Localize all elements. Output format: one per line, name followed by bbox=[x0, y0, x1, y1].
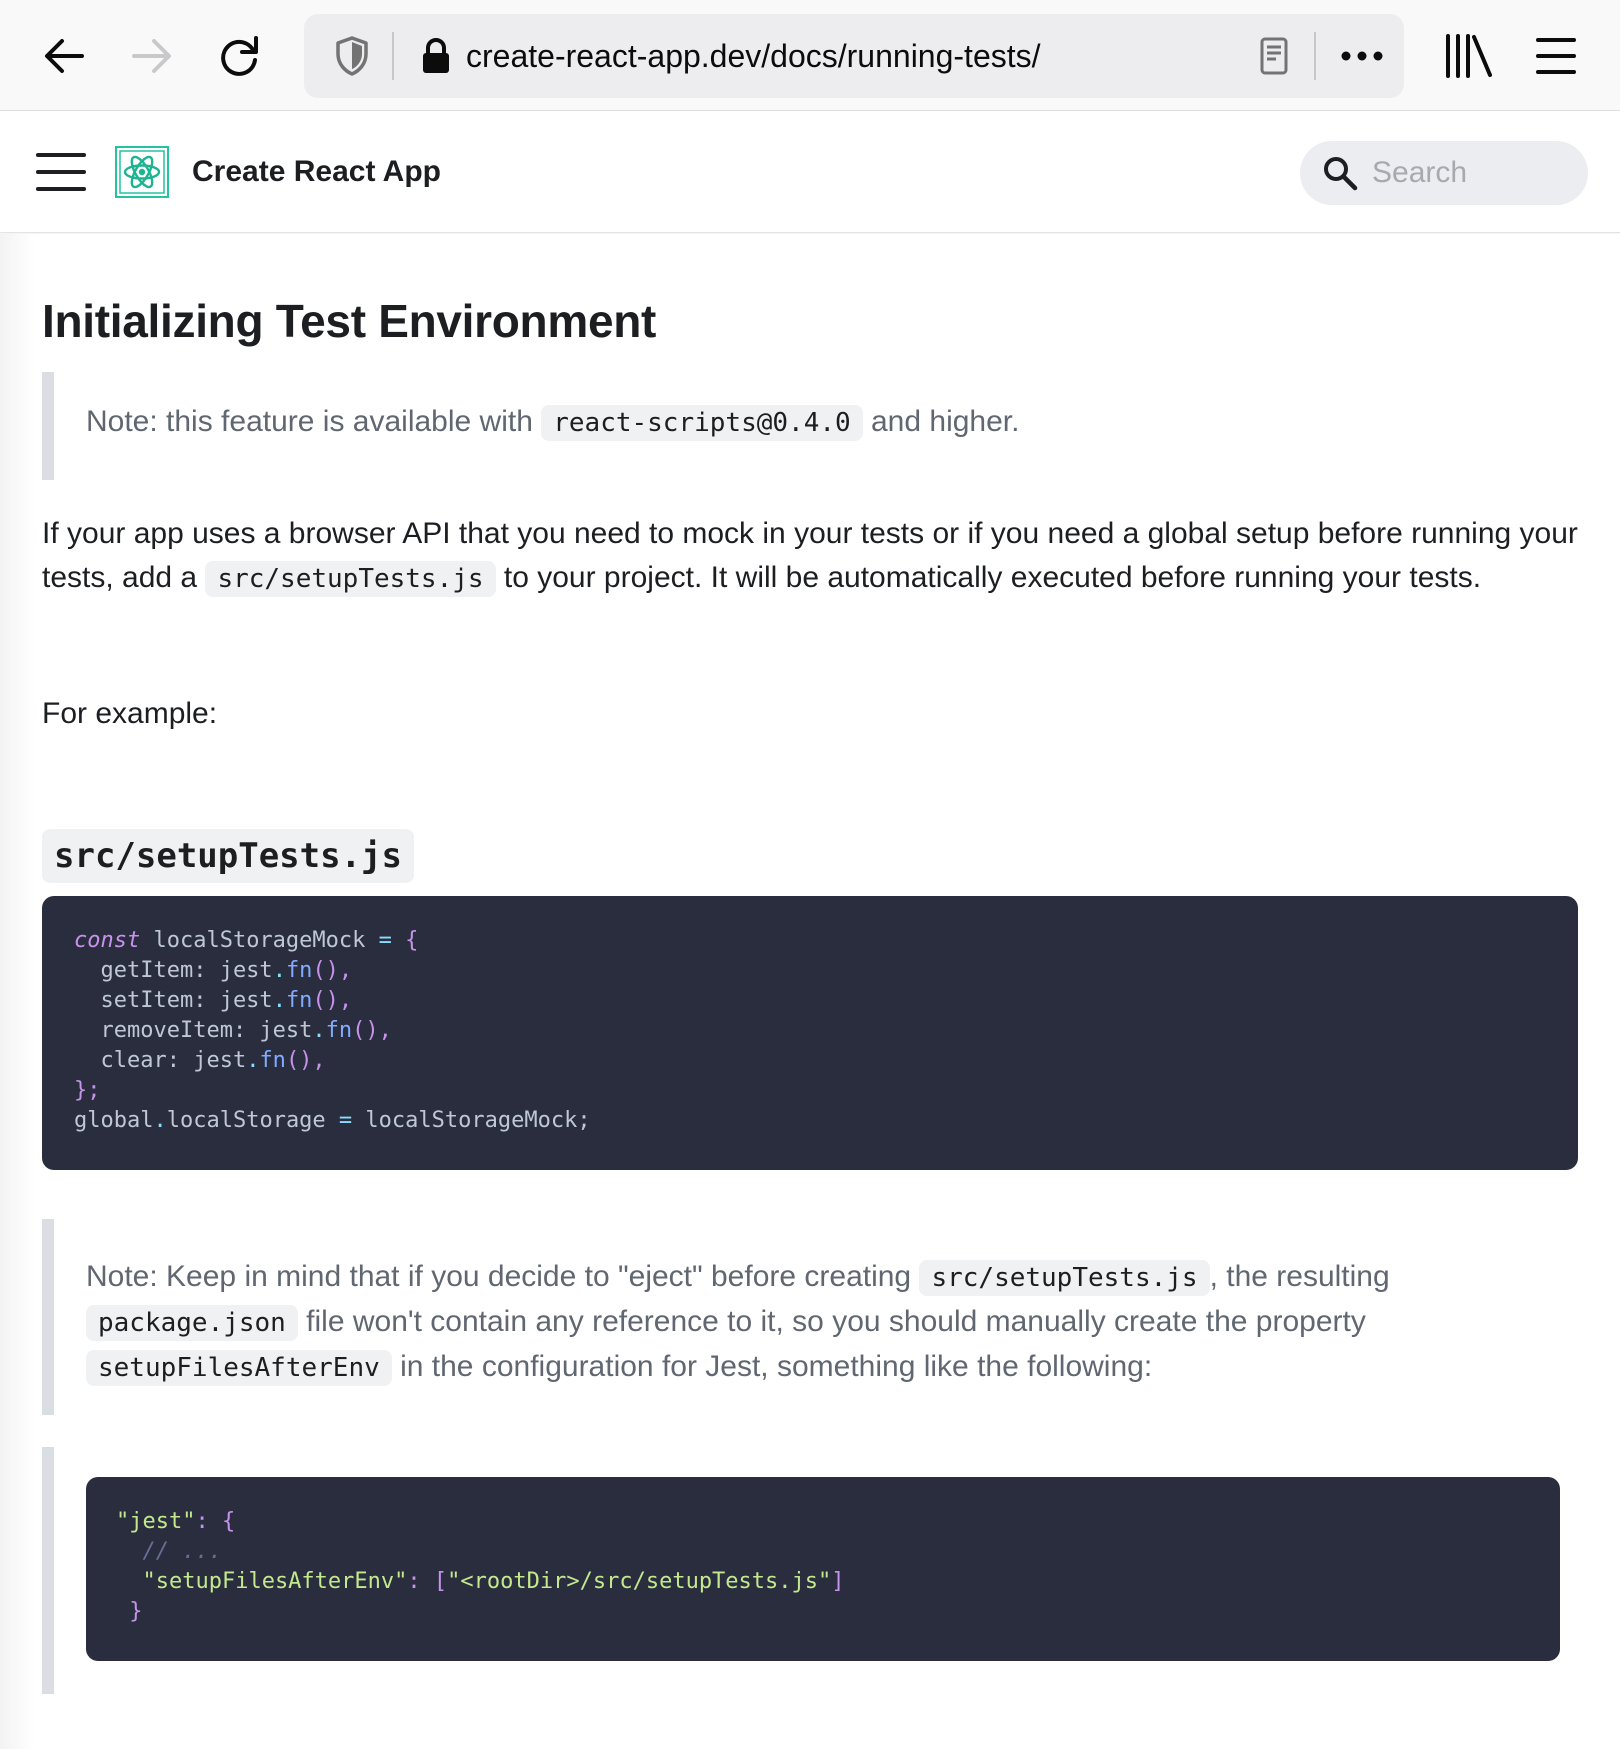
hamburger-line bbox=[36, 187, 86, 191]
shield-icon[interactable] bbox=[328, 32, 376, 80]
code-token: fn bbox=[285, 988, 313, 1013]
reader-view-icon[interactable] bbox=[1250, 32, 1298, 80]
code-block[interactable]: const localStorageMock = { getItem: jest.fn(), setItem: jest.fn(), removeItem: jest.fn(), clear: jest.fn(), }; global.localStorage = localStorageMock; bbox=[42, 896, 1578, 1170]
note-blockquote bbox=[42, 1219, 1582, 1415]
app-menu-icon[interactable] bbox=[1528, 28, 1584, 84]
code-token: = bbox=[338, 1108, 353, 1133]
url-bar[interactable] bbox=[304, 14, 1404, 98]
code-token: setItem: jest bbox=[74, 988, 273, 1013]
back-button[interactable] bbox=[30, 22, 98, 90]
code-token: clear: jest bbox=[74, 1048, 247, 1073]
paragraph: For example: bbox=[42, 697, 218, 730]
note-text: Note: Keep in mind that if you decide to "eject" before creating bbox=[86, 1260, 920, 1293]
code-token: // ... bbox=[116, 1539, 222, 1564]
code-token: global bbox=[74, 1108, 154, 1133]
hamburger-line bbox=[36, 170, 86, 174]
code-token: fn bbox=[259, 1048, 286, 1073]
code-token: { bbox=[391, 928, 419, 953]
main-content bbox=[0, 234, 1620, 1749]
site-title[interactable]: Create React App bbox=[192, 155, 441, 188]
code-token: const bbox=[74, 928, 141, 953]
arrow-right-icon bbox=[126, 30, 178, 82]
lock-icon[interactable] bbox=[416, 36, 456, 76]
code-token: removeItem: jest bbox=[74, 1018, 313, 1043]
library-icon[interactable] bbox=[1440, 28, 1496, 84]
code-block[interactable] bbox=[86, 1477, 1560, 1661]
code-token: "<rootDir>/src/setupTests.js" bbox=[447, 1569, 832, 1594]
code-token: : { bbox=[195, 1509, 236, 1534]
paragraph bbox=[42, 512, 1582, 601]
code-token: }; bbox=[74, 1078, 101, 1103]
code-token: fn bbox=[325, 1018, 353, 1043]
more-actions-icon[interactable] bbox=[1334, 32, 1390, 80]
inline-code: src/setupTests.js bbox=[205, 561, 495, 597]
inline-code: react-scripts@0.4.0 bbox=[541, 405, 862, 441]
inline-code: package.json bbox=[86, 1305, 298, 1341]
note-text: Note: this feature is available with bbox=[86, 405, 542, 438]
code-token: localStorage bbox=[166, 1108, 339, 1133]
page-title: Initializing Test Environment bbox=[42, 295, 657, 347]
note-text: , the resulting bbox=[1209, 1260, 1390, 1293]
code-token: localStorageMock; bbox=[352, 1108, 591, 1133]
arrow-left-icon bbox=[38, 30, 90, 82]
inline-code: setupFilesAfterEnv bbox=[86, 1350, 392, 1386]
note-blockquote bbox=[42, 1447, 1582, 1694]
search-input[interactable] bbox=[1372, 141, 1572, 205]
search-box[interactable] bbox=[1300, 141, 1588, 205]
code-token: ] bbox=[831, 1569, 845, 1594]
note-blockquote bbox=[42, 372, 1582, 480]
note-text: in the configuration for Jest, something like the following: bbox=[391, 1350, 1153, 1383]
code-token: "setupFilesAfterEnv" bbox=[116, 1569, 408, 1594]
site-navbar bbox=[0, 111, 1620, 233]
url-bar-divider bbox=[392, 32, 394, 80]
code-token: getItem: jest bbox=[74, 958, 273, 983]
note-text: and higher. bbox=[862, 405, 1020, 438]
reload-icon bbox=[214, 30, 266, 82]
url-bar-divider bbox=[1314, 32, 1316, 80]
paragraph-text: If your app uses a browser API that you need to mock in your tests or if you need a global setup before running your tests, add a bbox=[42, 517, 1578, 594]
search-icon bbox=[1322, 155, 1358, 191]
url-text[interactable]: create-react-app.dev/docs/running-tests/ bbox=[466, 38, 1041, 74]
code-token: } bbox=[116, 1599, 143, 1624]
code-token: = bbox=[378, 928, 392, 953]
sidebar-toggle-button[interactable] bbox=[36, 151, 86, 193]
inline-code: src/setupTests.js bbox=[919, 1260, 1209, 1296]
note-text: file won't contain any reference to it, so you should manually create the property bbox=[297, 1305, 1366, 1338]
forward-button[interactable] bbox=[118, 22, 186, 90]
react-logo-icon[interactable] bbox=[114, 145, 170, 199]
paragraph-text: to your project. It will be automatically executed before running your tests. bbox=[495, 561, 1482, 594]
code-file-title: src/setupTests.js bbox=[42, 829, 414, 883]
reload-button[interactable] bbox=[206, 22, 274, 90]
code-token: : [ bbox=[407, 1569, 448, 1594]
hamburger-line bbox=[36, 153, 86, 157]
browser-toolbar bbox=[0, 0, 1620, 111]
code-token: localStorageMock bbox=[140, 928, 379, 953]
code-token: "jest" bbox=[116, 1509, 196, 1534]
code-token: fn bbox=[285, 958, 313, 983]
